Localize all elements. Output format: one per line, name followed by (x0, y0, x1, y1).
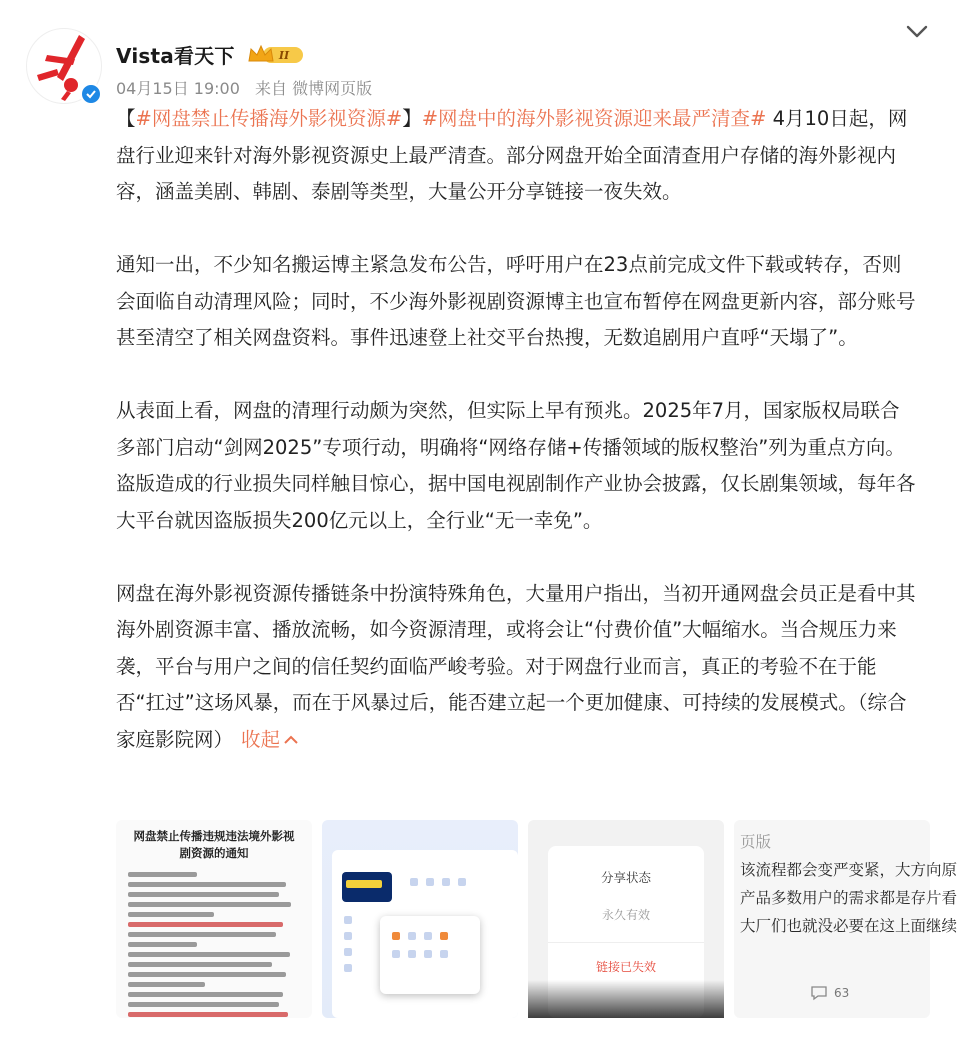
post-time[interactable]: 04月15日 19:00 (116, 79, 240, 98)
snippet-line: 页版 (740, 833, 772, 851)
share-status-title: 分享状态 (600, 870, 651, 885)
paragraph-1-text: 4月10日起，网盘行业迎来针对海外影视资源史上最严清查。部分网盘开始全面清查用户存储的海外影视内容，涵盖美剧、韩剧、泰剧等类型，大量公开分享链接一夜失效。 (116, 107, 908, 203)
image-thumbnail-share-status[interactable] (528, 820, 724, 1018)
post-meta (116, 76, 382, 99)
username[interactable]: Vista看天下 (116, 44, 235, 68)
paragraph-2: 通知一出，不少知名搬运博主紧急发布公告，呼吁用户在23点前完成文件下载或转存，否则会面临自动清理风险；同时，不少海外影视剧资源博主也宣布暂停在网盘更新内容，部分账号甚至清空了相关网盘资料。事件迅速登上社交平台热搜，无数追剧用户直呼“天塌了”。 (116, 253, 916, 349)
collapse-button[interactable] (241, 728, 299, 751)
paragraph-3: 从表面上看，网盘的清理行动颇为突然，但实际上早有预兆。2025年7月，国家版权局联合多部门启动“剑网2025”专项行动，明确将“网络存储+传播领域的版权整治”列为重点方向。盗版造成的行业损失同样触目惊心，据中国电视剧制作产业协会披露，仅长剧集领域，每年各大平台就因盗版损失200亿元以上，全行业“无一幸免”。 (116, 399, 916, 532)
comment-count (810, 985, 849, 1001)
link-failed-text: 链接已失效 (595, 960, 656, 974)
image-overlay (528, 980, 724, 1018)
snippet-line: 产品多数用户的需求都是存片看 (740, 889, 957, 907)
verified-badge-icon (80, 83, 102, 105)
post-source: 来自 微博网页版 (255, 79, 373, 98)
level-badge[interactable] (247, 43, 305, 67)
comment-count-value: 63 (834, 986, 850, 1000)
bracket-open: 【 (116, 107, 136, 130)
image-thumbnail-comment-screenshot[interactable] (734, 820, 957, 1018)
paragraph-4-text: 网盘在海外影视资源传播链条中扮演特殊角色，大量用户指出，当初开通网盘会员正是看中其海外剧资源丰富、播放流畅，如今资源清理，或将会让“付费价值”大幅缩水。当合规压力来袭，平台与用户之间的信任契约面临严峻考验。对于网盘行业而言，真正的考验不在于能否“扛过”这场风暴，而在于风暴过后，能否建立起一个更加健康、可持续的发展模式。（综合家庭影院网） (116, 581, 916, 751)
hashtag-link[interactable]: #网盘禁止传播海外影视资源# (135, 107, 403, 130)
crown-icon (247, 43, 305, 67)
author-row (116, 40, 305, 69)
chevron-down-icon (904, 20, 930, 42)
level-badge-text: II (278, 48, 289, 62)
hashtag-link[interactable]: #网盘中的海外影视资源迎来最严清查# (421, 107, 767, 130)
comment-icon (810, 985, 828, 1001)
notice-body (128, 872, 300, 1017)
image-thumbnail-app-screenshot[interactable] (322, 820, 518, 1018)
post-content (116, 101, 916, 758)
divider (548, 942, 704, 943)
bracket-close: 】 (402, 107, 422, 130)
image-grid (116, 820, 957, 1018)
chevron-up-icon (283, 734, 299, 746)
snippet-line: 大厂们也就没必要在这上面继续 (740, 917, 957, 935)
app-banner-highlight (346, 880, 382, 888)
notice-title: 网盘禁止传播违规违法境外影视剧资源的通知 (133, 829, 295, 860)
share-status-validity: 永久有效 (601, 908, 650, 922)
collapse-label: 收起 (241, 727, 281, 751)
paragraph-1 (116, 101, 916, 211)
image-thumbnail-notice[interactable] (116, 820, 312, 1018)
more-options-button[interactable] (904, 20, 930, 42)
paragraph-4 (116, 576, 916, 759)
snippet-line: 该流程都会变严变紧，大方向原 (740, 861, 957, 879)
